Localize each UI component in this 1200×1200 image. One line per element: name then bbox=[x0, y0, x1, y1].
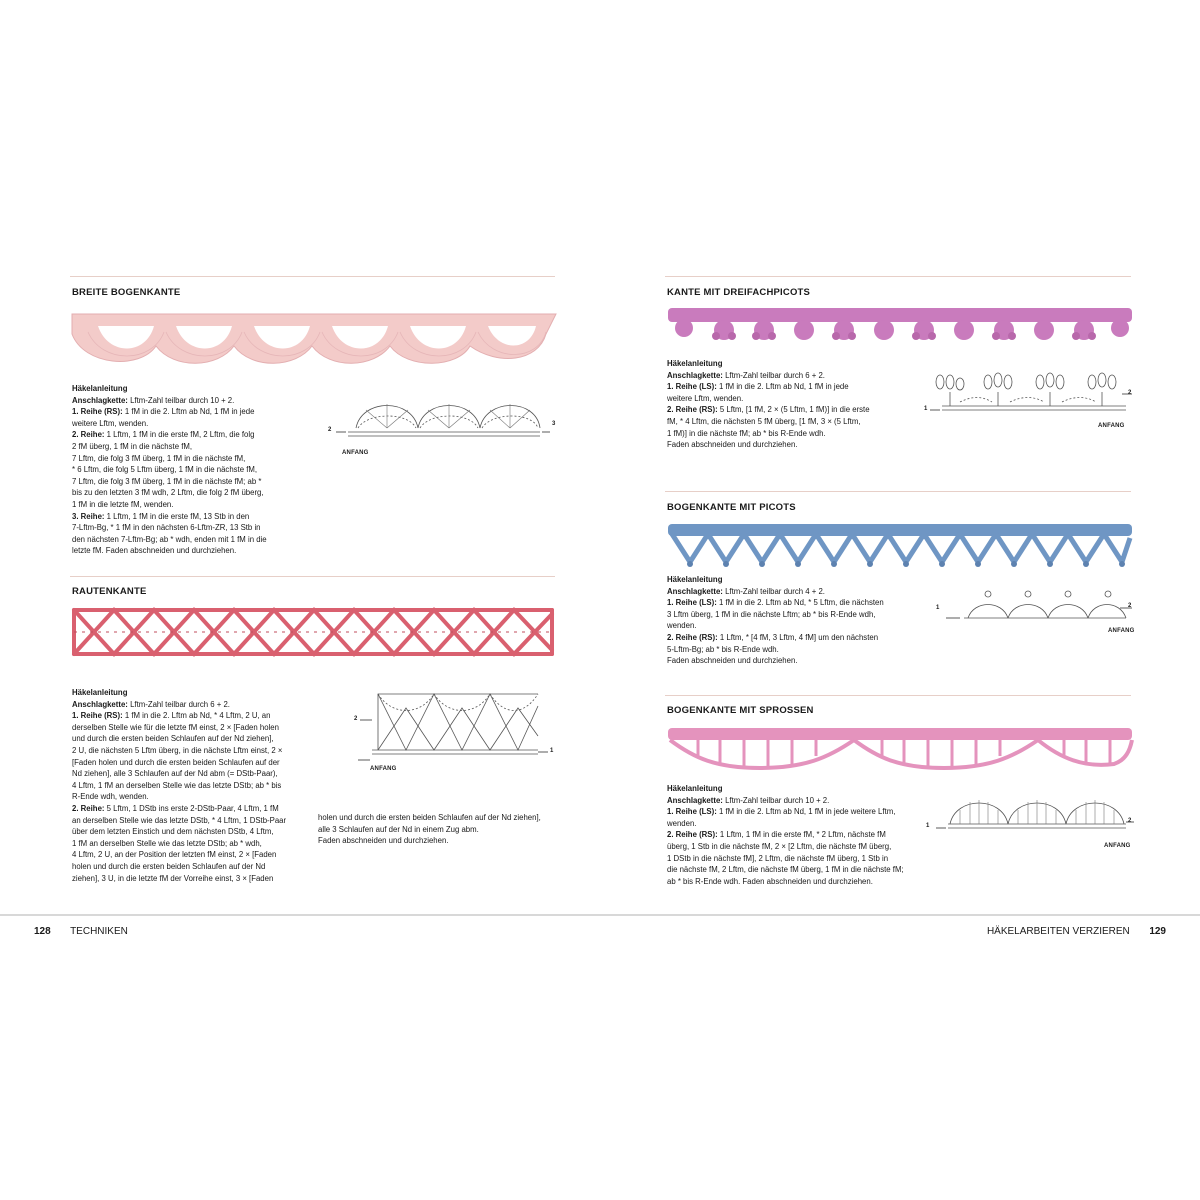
rautenkante-diagram bbox=[348, 686, 558, 766]
instruction-text: 1 Lftm, 1 fM in die erste fM, 13 Stb in den bbox=[104, 511, 250, 521]
instruction-line: Faden abschneiden und durchziehen. bbox=[318, 836, 449, 846]
instruction-line bbox=[72, 757, 322, 769]
instruction-line: holen und durch die ersten beiden Schlaufen auf der Nd ziehen], bbox=[318, 813, 541, 822]
section-divider bbox=[70, 576, 555, 577]
instruction-text: 1 Lftm, * [4 fM, 3 Lftm, 4 fM] um den nächsten bbox=[717, 632, 879, 642]
instruction-line bbox=[72, 873, 322, 885]
instruction-line bbox=[72, 464, 322, 476]
instructions-heading: Häkelanleitung bbox=[667, 784, 723, 793]
instruction-line bbox=[72, 395, 322, 407]
instruction-lines bbox=[318, 812, 558, 847]
instruction-text: 5 Lftm, 1 DStb ins erste 2-DStb-Paar, 4 Lftm, 1 fM bbox=[104, 803, 279, 813]
instruction-text: [Faden holen und durch die ersten beiden Schlaufen auf der bbox=[72, 757, 280, 767]
instruction-text: ab * bis R-Ende wdh. Faden abschneiden und durchziehen. bbox=[667, 876, 873, 886]
instruction-text: 1 fM an derselben Stelle wie das letzte DStb; ab * wdh, bbox=[72, 838, 262, 848]
instruction-line bbox=[667, 586, 907, 598]
section-title-breite-bogenkante: BREITE BOGENKANTE bbox=[72, 287, 181, 298]
instructions-heading: Häkelanleitung bbox=[667, 575, 723, 584]
instruction-line bbox=[72, 406, 322, 418]
running-head: HÄKELARBEITEN VERZIEREN bbox=[986, 926, 1130, 937]
diagram-row-number: 2 bbox=[1128, 818, 1132, 824]
page-number: 128 bbox=[34, 926, 51, 937]
instruction-line bbox=[72, 815, 322, 827]
bogenkante-mit-picots-photo bbox=[664, 518, 1136, 574]
instruction-line bbox=[667, 439, 907, 451]
instruction-line bbox=[72, 699, 322, 711]
instruction-line bbox=[667, 806, 927, 818]
diagram-start-label: ANFANG bbox=[1098, 423, 1125, 429]
instruction-text: 4 Lftm, 2 U, an der Position der letzten fM einst, 2 × [Faden bbox=[72, 850, 277, 860]
breite-bogenkante-diagram bbox=[328, 394, 560, 454]
instruction-line bbox=[667, 609, 907, 621]
instruction-text: weitere Lftm, wenden. bbox=[72, 418, 149, 428]
instruction-text: Lftm-Zahl teilbar durch 6 + 2. bbox=[722, 370, 825, 380]
instruction-line bbox=[72, 745, 322, 757]
diagram-row-number: 1 bbox=[924, 406, 928, 412]
instruction-step-label: 2. Reihe: bbox=[72, 803, 105, 813]
instruction-text: ziehen], 3 U, in die letzte fM der Vorreihe einst, 3 × [Faden bbox=[72, 873, 274, 883]
instruction-text: 1 fM in die 2. Lftm ab Nd, * 4 Lftm, 2 U, an bbox=[122, 711, 271, 721]
instruction-line bbox=[667, 829, 927, 841]
instruction-text: 1 fM in die 2. Lftm ab Nd, 1 fM in jede weitere Lftm, bbox=[716, 807, 896, 817]
running-head: TECHNIKEN bbox=[70, 926, 128, 937]
diagram-row-number: 1 bbox=[936, 605, 940, 611]
instruction-text: 1 Lftm, 1 fM in die erste fM, 2 Lftm, die folg bbox=[104, 430, 255, 440]
instruction-text: derselben Stelle wie für die letzte fM einst, 2 × [Faden holen bbox=[72, 722, 279, 732]
instruction-line bbox=[72, 487, 322, 499]
instruction-text: Nd ziehen], alle 3 Schlaufen auf der Nd abm (= DStb-Paar), bbox=[72, 769, 278, 779]
instruction-line bbox=[667, 632, 907, 644]
instruction-text: Lftm-Zahl teilbar durch 4 + 2. bbox=[722, 586, 825, 596]
instruction-step-label: Anschlagkette: bbox=[667, 370, 723, 380]
instruction-line bbox=[72, 476, 322, 488]
instruction-line bbox=[667, 428, 907, 440]
instruction-line bbox=[667, 841, 927, 853]
instruction-lines bbox=[72, 699, 322, 885]
dreifach-instructions bbox=[667, 358, 907, 451]
instruction-text: 7 Lftm, die folg 3 fM überg, 1 fM in die nächste fM, bbox=[72, 453, 246, 463]
instruction-line bbox=[667, 620, 907, 632]
instruction-line bbox=[667, 876, 927, 888]
instruction-lines bbox=[72, 395, 322, 557]
instruction-text: R-Ende wdh, wenden. bbox=[72, 792, 149, 802]
instruction-text: 1 DStb in die nächste fM], 2 Lftm, die nächste fM überg, 1 Stb in bbox=[667, 853, 889, 863]
instruction-step-label: 2. Reihe (RS): bbox=[667, 830, 718, 840]
instruction-text: holen und durch die ersten beiden Schlaufen auf der Nd bbox=[72, 861, 266, 871]
diagram-start-label: ANFANG bbox=[1104, 843, 1131, 849]
instruction-text: Lftm-Zahl teilbar durch 10 + 2. bbox=[722, 795, 830, 805]
instruction-line bbox=[72, 768, 322, 780]
instruction-text: an derselben Stelle wie das letzte DStb, * 4 Lftm, 1 DStb-Paar bbox=[72, 815, 287, 825]
instruction-text: 1 fM in die 2. Lftm ab Nd, 1 fM in jede bbox=[716, 382, 849, 392]
picots-instructions bbox=[667, 574, 907, 667]
diagram-row-number: 2 bbox=[1128, 390, 1132, 396]
instruction-line bbox=[667, 597, 907, 609]
instruction-line bbox=[72, 534, 322, 546]
raute-instructions-continued bbox=[318, 812, 558, 847]
instruction-line bbox=[72, 803, 322, 815]
diagram-start-label: ANFANG bbox=[342, 450, 369, 456]
instruction-line bbox=[667, 404, 907, 416]
instruction-step-label: Anschlagkette: bbox=[667, 586, 723, 596]
instruction-step-label: 2. Reihe (RS): bbox=[667, 632, 718, 642]
section-divider bbox=[665, 276, 1131, 277]
instruction-lines bbox=[667, 586, 907, 667]
sprossen-instructions bbox=[667, 783, 927, 887]
instruction-text: 1 fM in die letzte fM, wenden. bbox=[72, 499, 174, 509]
instruction-step-label: Anschlagkette: bbox=[72, 699, 128, 709]
instruction-line bbox=[72, 545, 322, 557]
instruction-text: 4 Lftm, 1 fM an derselben Stelle wie das letzte DStb; ab * bis bbox=[72, 780, 282, 790]
instructions-heading: Häkelanleitung bbox=[72, 384, 128, 393]
instruction-line bbox=[72, 441, 322, 453]
right-footer bbox=[987, 926, 1166, 937]
instruction-line bbox=[72, 733, 322, 745]
instruction-line bbox=[72, 826, 322, 838]
instruction-step-label: 1. Reihe (RS): bbox=[72, 711, 123, 721]
section-title-bogenkante-mit-sprossen: BOGENKANTE MIT SPROSSEN bbox=[667, 705, 814, 716]
diagram-row-number: 1 bbox=[550, 748, 554, 754]
section-title-kante-mit-dreifachpicots: KANTE MIT DREIFACHPICOTS bbox=[667, 287, 811, 298]
instruction-text: den nächsten 7-Lftm-Bg; ab * wdh, enden mit 1 fM in die bbox=[72, 534, 267, 544]
instruction-text: 1 fM in die 2. Lftm ab Nd, 1 fM in jede bbox=[122, 407, 255, 417]
bogenkante-mit-sprossen-diagram bbox=[930, 792, 1136, 842]
bogenkante-mit-sprossen-photo bbox=[664, 724, 1136, 776]
instruction-text: letzte fM. Faden abschneiden und durchziehen. bbox=[72, 546, 237, 556]
instruction-text: 5-Lftm-Bg; ab * bis R-Ende wdh. bbox=[667, 644, 779, 654]
instruction-line bbox=[667, 381, 907, 393]
instruction-line bbox=[72, 791, 322, 803]
instruction-text: wenden. bbox=[667, 818, 697, 828]
instructions-heading: Häkelanleitung bbox=[667, 359, 723, 368]
instruction-lines bbox=[667, 795, 927, 888]
instruction-text: Faden abschneiden und durchziehen. bbox=[667, 656, 798, 666]
left-footer bbox=[34, 926, 128, 937]
instruction-text: Faden abschneiden und durchziehen. bbox=[667, 440, 798, 450]
instruction-line bbox=[72, 453, 322, 465]
instruction-line bbox=[667, 393, 907, 405]
instruction-line bbox=[72, 861, 322, 873]
instruction-line bbox=[72, 838, 322, 850]
instruction-text: * 6 Lftm, die folg 5 Lftm überg, 1 fM in die nächste fM, bbox=[72, 465, 258, 475]
instruction-line bbox=[72, 418, 322, 430]
instruction-text: Lftm-Zahl teilbar durch 6 + 2. bbox=[127, 699, 230, 709]
kante-mit-dreifachpicots-diagram bbox=[922, 372, 1136, 422]
instruction-step-label: 1. Reihe (LS): bbox=[667, 807, 717, 817]
instruction-step-label: Anschlagkette: bbox=[72, 395, 128, 405]
breite-instructions bbox=[72, 383, 322, 557]
instruction-step-label: 1. Reihe (RS): bbox=[72, 407, 123, 417]
instruction-line bbox=[667, 818, 927, 830]
instruction-step-label: 1. Reihe (LS): bbox=[667, 598, 717, 608]
instruction-line bbox=[667, 864, 927, 876]
instruction-text: überg, 1 Stb in die nächste fM, 2 × [2 Lftm, die nächste fM überg, bbox=[667, 841, 892, 851]
instruction-text: weitere Lftm, wenden. bbox=[667, 393, 744, 403]
instruction-text: 2 fM überg, 1 fM in die nächste fM, bbox=[72, 441, 193, 451]
rautenkante-photo bbox=[68, 600, 558, 664]
instruction-text: 1 fM in die 2. Lftm ab Nd, * 5 Lftm, die nächsten bbox=[716, 598, 884, 608]
section-divider bbox=[665, 695, 1131, 696]
instruction-line bbox=[667, 416, 907, 428]
instruction-text: Lftm-Zahl teilbar durch 10 + 2. bbox=[127, 395, 235, 405]
instructions-heading: Häkelanleitung bbox=[72, 688, 128, 697]
instruction-step-label: 2. Reihe: bbox=[72, 430, 105, 440]
instruction-step-label: 2. Reihe (RS): bbox=[667, 405, 718, 415]
instruction-step-label: Anschlagkette: bbox=[667, 795, 723, 805]
instruction-line bbox=[667, 853, 927, 865]
diagram-row-number: 2 bbox=[1128, 603, 1132, 609]
instruction-text: wenden. bbox=[667, 621, 697, 631]
instruction-line bbox=[667, 644, 907, 656]
diagram-row-number: 2 bbox=[354, 716, 358, 722]
section-divider bbox=[665, 491, 1131, 492]
instruction-line bbox=[72, 849, 322, 861]
instruction-line: alle 3 Schlaufen auf der Nd in einem Zug abm. bbox=[318, 824, 479, 834]
section-title-bogenkante-mit-picots: BOGENKANTE MIT PICOTS bbox=[667, 502, 796, 513]
diagram-start-label: ANFANG bbox=[370, 766, 397, 772]
instruction-line bbox=[72, 780, 322, 792]
instruction-text: 3 Lftm überg, 1 fM in die nächste Lftm; ab * bis R-Ende wdh, bbox=[667, 609, 876, 619]
instruction-line bbox=[72, 722, 322, 734]
footer-rule bbox=[0, 914, 1200, 916]
instruction-text: 2 U, die nächsten 5 Lftm überg, in die nächste Lftm einst, 2 × bbox=[72, 745, 283, 755]
diagram-row-number: 2 bbox=[328, 427, 332, 433]
instruction-line bbox=[667, 795, 927, 807]
instruction-text: 5 Lftm, [1 fM, 2 × (5 Lftm, 1 fM)] in die erste bbox=[717, 405, 870, 415]
instruction-text: fM, * 4 Lftm, die nächsten 5 fM überg, [1 fM, 3 × (5 Lftm, bbox=[667, 416, 861, 426]
instruction-line bbox=[72, 522, 322, 534]
kante-mit-dreifachpicots-photo bbox=[664, 302, 1136, 348]
instruction-line bbox=[667, 370, 907, 382]
instruction-text: 1 fM)] in die nächste fM; ab * bis R-Ende wdh. bbox=[667, 428, 826, 438]
breite-bogenkante-photo bbox=[68, 306, 558, 376]
instruction-text: 7 Lftm, die folg 3 fM überg, 1 fM in die nächste fM; ab * bbox=[72, 476, 262, 486]
instruction-text: 7-Lftm-Bg, * 1 fM in den nächsten 6-Lftm-ZR, 13 Stb in bbox=[72, 523, 261, 533]
bogenkante-mit-picots-diagram bbox=[940, 584, 1136, 628]
instruction-line bbox=[667, 655, 907, 667]
instruction-line bbox=[72, 499, 322, 511]
instruction-lines bbox=[667, 370, 907, 451]
instruction-text: 1 Lftm, 1 fM in die erste fM, * 2 Lftm, nächste fM bbox=[717, 830, 886, 840]
instruction-step-label: 3. Reihe: bbox=[72, 511, 105, 521]
page-number: 129 bbox=[1149, 926, 1166, 937]
diagram-start-label: ANFANG bbox=[1108, 628, 1135, 634]
instruction-step-label: 1. Reihe (LS): bbox=[667, 382, 717, 392]
diagram-row-number: 1 bbox=[926, 823, 930, 829]
section-title-rautenkante: RAUTENKANTE bbox=[72, 586, 147, 597]
instruction-text: die nächste fM, 2 Lftm, die nächste fM überg, 1 fM in die nächste fM; bbox=[667, 865, 904, 875]
instruction-text: über dem letzten Einstich und dem nächsten DStb, 4 Lftm, bbox=[72, 827, 274, 837]
raute-instructions bbox=[72, 687, 322, 884]
section-divider bbox=[70, 276, 555, 277]
instruction-text: bis zu den letzten 3 fM wdh, 2 Lftm, die folg 2 fM überg, bbox=[72, 488, 264, 498]
instruction-line bbox=[72, 429, 322, 441]
instruction-text: und durch die ersten beiden Schlaufen auf der Nd ziehen], bbox=[72, 734, 274, 744]
instruction-line bbox=[72, 511, 322, 523]
instruction-line bbox=[72, 710, 322, 722]
diagram-row-number: 3 bbox=[552, 421, 556, 427]
